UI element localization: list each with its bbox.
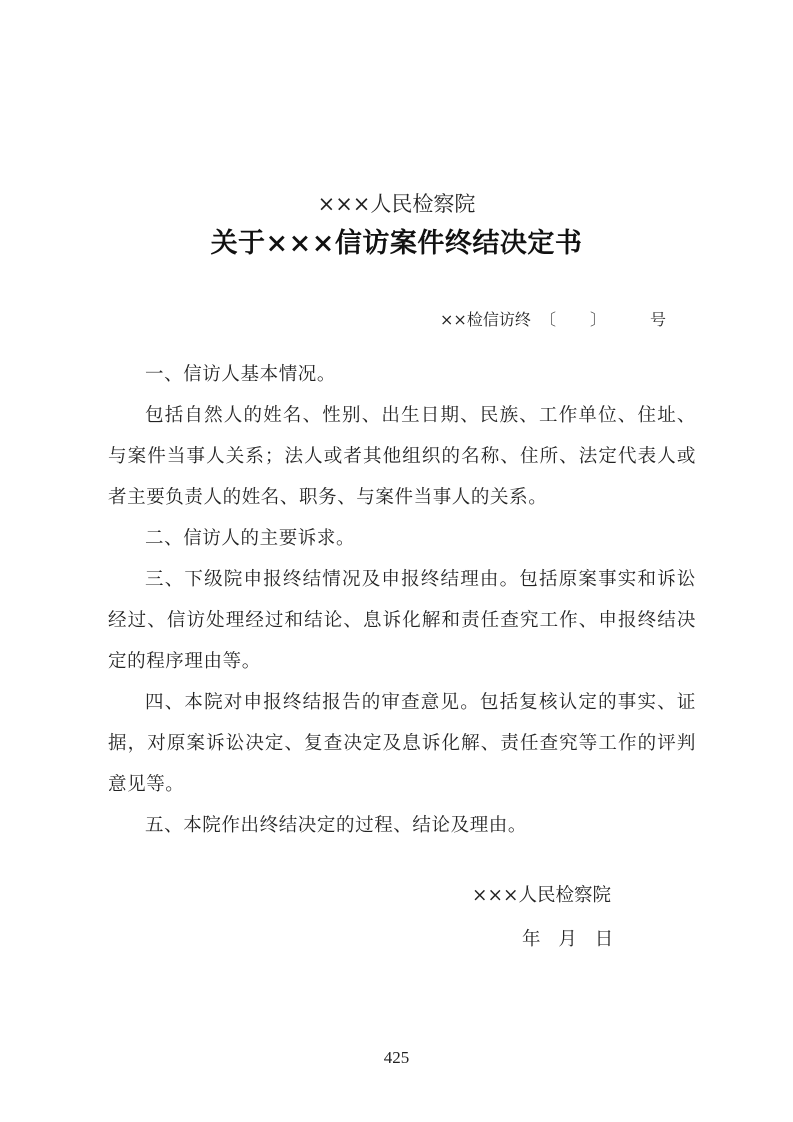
document-title: 关于×××信访案件终结决定书 [210, 228, 583, 259]
signature-date: 年 月 日 [522, 929, 620, 950]
section-5-heading: 五、本院作出终结决定的过程、结论及理由。 [145, 815, 528, 836]
section-1-detail: 包括自然人的姓名、性别、出生日期、民族、工作单位、住址、与案件当事人关系；法人或者其他组织的名称、住所、法定代表人或者主要负责人的姓名、职务、与案件当事人的关系。 [108, 405, 696, 508]
document-number-bracket-open: 〔 [540, 310, 557, 329]
document-body [108, 354, 696, 846]
section-3-paragraph: 三、下级院申报终结情况及申报终结理由。包括原案事实和诉讼经过、信访处理经过和结论、息诉化解和责任查究工作、申报终结决定的程序理由等。 [108, 569, 696, 672]
issuing-organization: ×××人民检察院 [317, 192, 476, 216]
signature-organization: ×××人民检察院 [472, 885, 612, 906]
page-number: 425 [383, 1048, 410, 1067]
section-1-heading: 一、信访人基本情况。 [145, 364, 337, 385]
document-number [440, 307, 680, 333]
document-number-bracket-close: 〕 [590, 310, 607, 329]
document-number-suffix: 号 [650, 310, 667, 329]
section-4-paragraph: 四、本院对申报终结报告的审查意见。包括复核认定的事实、证据，对原案诉讼决定、复查决定及息诉化解、责任查究等工作的评判意见等。 [108, 692, 696, 795]
document-number-prefix: ××检信访终 [440, 310, 531, 329]
section-2-heading: 二、信访人的主要诉求。 [145, 528, 356, 549]
